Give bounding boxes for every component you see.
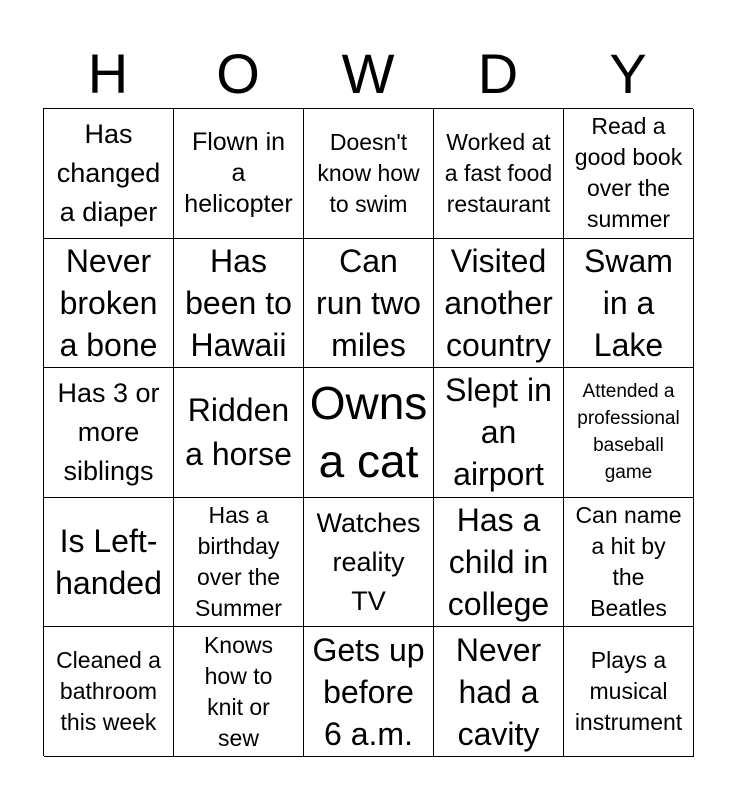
cell-text: Knows how to knit or sew — [203, 631, 274, 751]
cell-text: Swam in a Lake — [584, 242, 673, 363]
bingo-cell[interactable] — [304, 239, 434, 369]
bingo-cell[interactable] — [304, 498, 434, 628]
cell-text: Can run two miles — [316, 242, 421, 363]
cell-text: Has changed a diaper — [56, 118, 161, 227]
header-letter-d: D — [477, 42, 519, 105]
bingo-cell[interactable] — [564, 239, 694, 369]
bingo-grid — [43, 108, 693, 756]
bingo-cell[interactable] — [304, 627, 434, 757]
bingo-header — [43, 40, 693, 108]
bingo-cell[interactable] — [564, 627, 694, 757]
cell-text: Never had a cavity — [455, 631, 542, 752]
bingo-cell[interactable] — [564, 109, 694, 239]
bingo-cell[interactable] — [564, 498, 694, 628]
bingo-cell[interactable] — [434, 239, 564, 369]
bingo-cell[interactable] — [44, 239, 174, 369]
bingo-cell[interactable] — [434, 109, 564, 239]
cell-text: Owns a cat — [309, 377, 428, 488]
cell-text: Plays a musical instrument — [574, 647, 683, 736]
bingo-cell[interactable] — [44, 498, 174, 628]
cell-text: Is Left- handed — [55, 523, 162, 602]
bingo-cell[interactable] — [304, 368, 434, 498]
cell-text: Has 3 or more siblings — [57, 377, 160, 486]
cell-text: Visited another country — [444, 242, 553, 363]
cell-text: Never broken a bone — [59, 242, 158, 363]
cell-text: Slept in an airport — [445, 372, 552, 493]
bingo-cell[interactable] — [434, 627, 564, 757]
bingo-cell[interactable] — [174, 627, 304, 757]
bingo-cell[interactable] — [44, 627, 174, 757]
bingo-cell[interactable] — [44, 368, 174, 498]
cell-text: Gets up before 6 a.m. — [312, 631, 425, 752]
cell-text: Worked at a fast food restaurant — [444, 128, 553, 217]
cell-text: Cleaned a bathroom this week — [56, 647, 161, 736]
header-letter-h: H — [87, 42, 129, 105]
bingo-cell[interactable] — [434, 498, 564, 628]
cell-text: Attended a professional baseball game — [577, 381, 680, 484]
bingo-cell[interactable] — [174, 109, 304, 239]
bingo-cell[interactable] — [174, 498, 304, 628]
bingo-cell[interactable] — [174, 239, 304, 369]
cell-text: Ridden a horse — [185, 392, 292, 473]
header-letter-o: O — [216, 42, 260, 105]
bingo-cell[interactable] — [434, 368, 564, 498]
bingo-cell[interactable] — [304, 109, 434, 239]
cell-text: Has a birthday over the Summer — [195, 502, 282, 622]
cell-text: Has been to Hawaii — [185, 242, 292, 363]
bingo-cell[interactable] — [564, 368, 694, 498]
cell-text: Watches reality TV — [316, 507, 421, 616]
header-letter-y: Y — [609, 42, 647, 105]
cell-text: Flown in a helicopter — [184, 127, 293, 218]
bingo-cell[interactable] — [44, 109, 174, 239]
cell-text: Has a child in college — [447, 502, 550, 623]
cell-text: Doesn't know how to swim — [317, 128, 420, 217]
bingo-cell[interactable] — [174, 368, 304, 498]
header-letter-w: W — [341, 42, 395, 105]
cell-text: Read a good book over the summer — [574, 113, 683, 233]
cell-text: Can name a hit by the Beatles — [575, 502, 682, 622]
